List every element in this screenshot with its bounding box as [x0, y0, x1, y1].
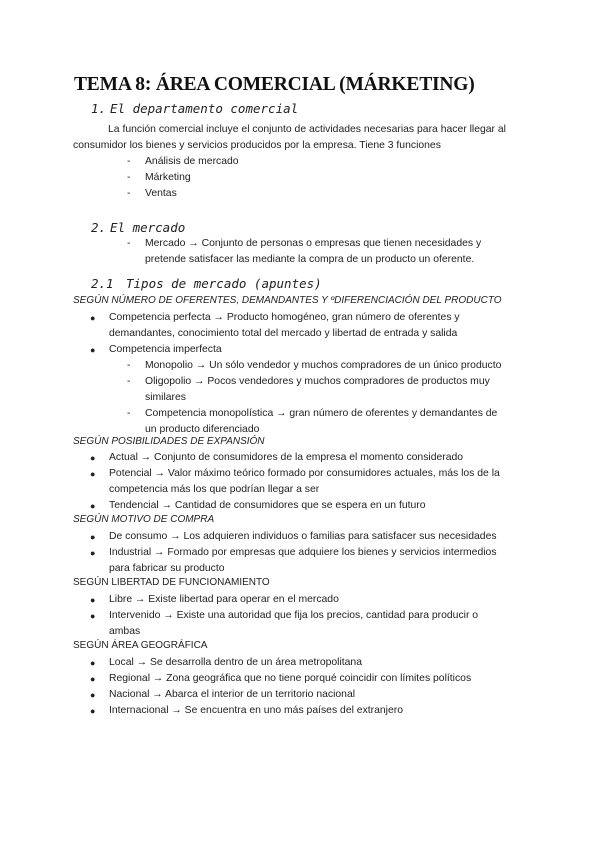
- sub-list-item-continuation: similares: [145, 392, 186, 403]
- bullet-icon: ●: [90, 595, 96, 605]
- section-1-paragraph-line-2: consumidor los bienes y servicios producidos por la empresa. Tiene 3 funciones: [73, 140, 441, 151]
- list-item: Local → Se desarrolla dentro de un área metropolitana: [109, 657, 362, 668]
- category-heading: SEGÚN LIBERTAD DE FUNCIONAMIENTO: [73, 577, 270, 588]
- bullet-icon: ●: [90, 690, 96, 700]
- function-item: Márketing: [145, 172, 191, 183]
- page-title: TEMA 8: ÁREA COMERCIAL (MÁRKETING): [74, 74, 475, 95]
- section-1-number: 1.: [91, 101, 107, 116]
- dash-marker: -: [127, 408, 131, 419]
- list-item-continuation: ambas: [109, 626, 141, 637]
- list-item-continuation: demandantes, conocimiento total del mercado y libertad de entrada y salida: [109, 328, 458, 339]
- bullet-icon: ●: [90, 345, 96, 355]
- bullet-icon: ●: [90, 658, 96, 668]
- list-item: Competencia imperfecta: [109, 344, 222, 355]
- list-item: Actual → Conjunto de consumidores de la empresa el momento considerado: [109, 452, 464, 463]
- bullet-icon: ●: [90, 674, 96, 684]
- dash-marker: -: [127, 188, 131, 199]
- bullet-icon: ●: [90, 611, 96, 621]
- bullet-icon: ●: [90, 453, 96, 463]
- bullet-icon: ●: [90, 501, 96, 511]
- list-item: Tendencial → Cantidad de consumidores que se espera en un futuro: [109, 500, 426, 511]
- bullet-icon: ●: [90, 469, 96, 479]
- list-item: Libre → Existe libertad para operar en el mercado: [109, 594, 339, 605]
- dash-marker: -: [127, 172, 131, 183]
- dash-marker: -: [127, 376, 131, 387]
- category-heading: SEGÚN ÁREA GEOGRÁFICA: [73, 640, 208, 651]
- dash-marker: -: [127, 156, 131, 167]
- sub-list-item: Oligopolio → Pocos vendedores y muchos compradores de productos muy: [145, 376, 490, 387]
- section-2-number: 2.: [91, 220, 107, 235]
- mercado-definition-line-1: Mercado → Conjunto de personas o empresas que tienen necesidades y: [145, 238, 482, 249]
- section-1-heading: El departamento comercial: [110, 101, 299, 116]
- sub-list-item: Competencia monopolística → gran número de oferentes y demandantes de: [145, 408, 498, 419]
- list-item: Potencial → Valor máximo teórico formado por consumidores actuales, más los de la: [109, 468, 500, 479]
- list-item-continuation: competencia más los que podrían llegar a ser: [109, 484, 320, 495]
- dash-marker: -: [127, 360, 131, 371]
- sub-list-item: Monopolio → Un sólo vendedor y muchos compradores de un único producto: [145, 360, 502, 371]
- list-item: De consumo → Los adquieren individuos o familias para satisfacer sus necesidades: [109, 531, 497, 542]
- list-item: Competencia perfecta → Producto homogéneo, gran número de oferentes y: [109, 312, 460, 323]
- category-heading: SEGÚN POSIBILIDADES DE EXPANSIÓN: [73, 436, 265, 447]
- list-item: Industrial → Formado por empresas que adquiere los bienes y servicios intermedios: [109, 547, 497, 558]
- bullet-icon: ●: [90, 706, 96, 716]
- list-item: Regional → Zona geográfica que no tiene porqué coincidir con límites políticos: [109, 673, 472, 684]
- bullet-icon: ●: [90, 313, 96, 323]
- list-item: Intervenido → Existe una autoridad que fija los precios, cantidad para producir o: [109, 610, 479, 621]
- section-2-1-heading: Tipos de mercado (apuntes): [126, 276, 322, 291]
- section-2-1-number: 2.1: [91, 276, 114, 291]
- section-2-heading: El mercado: [110, 220, 186, 235]
- bullet-icon: ●: [90, 548, 96, 558]
- category-heading: SEGÚN NÚMERO DE OFERENTES, DEMANDANTES Y ºDIFERENCIACIÓN DEL PRODUCTO: [73, 295, 502, 306]
- bullet-icon: ●: [90, 532, 96, 542]
- sub-list-item-continuation: un producto diferenciado: [145, 424, 260, 435]
- list-item: Nacional → Abarca el interior de un territorio nacional: [109, 689, 356, 700]
- mercado-definition-line-2: pretende satisfacer las mediante la compra de un producto un oferente.: [145, 254, 475, 265]
- function-item: Ventas: [145, 188, 177, 199]
- section-1-paragraph-line-1: La función comercial incluye el conjunto de actividades necesarias para hacer llegar al: [108, 124, 506, 135]
- list-item: Internacional → Se encuentra en uno más países del extranjero: [109, 705, 404, 716]
- dash-marker: -: [127, 238, 131, 249]
- category-heading: SEGÚN MOTIVO DE COMPRA: [73, 514, 215, 525]
- function-item: Análisis de mercado: [145, 156, 239, 167]
- list-item-continuation: para fabricar su producto: [109, 563, 225, 574]
